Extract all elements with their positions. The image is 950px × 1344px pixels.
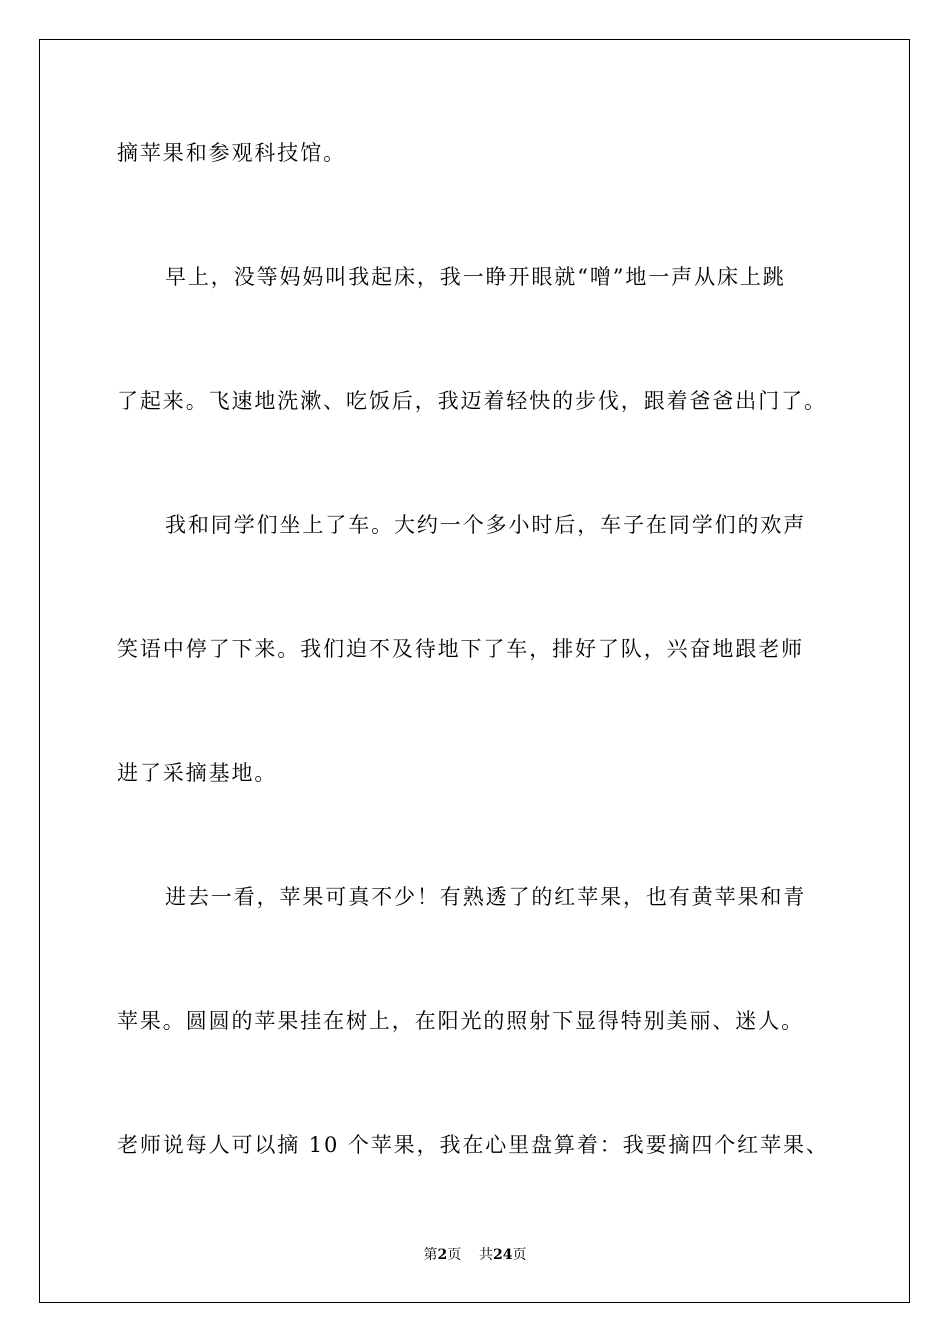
text-line-3: 了起来。飞速地洗漱、吃饭后，我迈着轻快的步伐，跟着爸爸出门了。 bbox=[117, 389, 827, 413]
text-line-2: 早上，没等妈妈叫我起床，我一睁开眼就“噌”地一声从床上跳 bbox=[165, 265, 786, 289]
footer-page-prefix: 第 bbox=[423, 1247, 438, 1263]
footer-total-suffix: 页 bbox=[512, 1247, 527, 1263]
footer-page-current: 2 bbox=[437, 1247, 448, 1263]
page-border bbox=[39, 39, 910, 1303]
text-line-4: 我和同学们坐上了车。大约一个多小时后，车子在同学们的欢声 bbox=[165, 513, 807, 537]
text-line-1: 摘苹果和参观科技馆。 bbox=[117, 141, 346, 165]
page-footer bbox=[0, 1246, 950, 1264]
text-line-6: 进了采摘基地。 bbox=[117, 761, 278, 785]
text-line-7: 进去一看，苹果可真不少！有熟透了的红苹果，也有黄苹果和青 bbox=[165, 885, 807, 909]
text-line-8: 苹果。圆圆的苹果挂在树上，在阳光的照射下显得特别美丽、迷人。 bbox=[117, 1009, 804, 1033]
footer-page-total: 24 bbox=[493, 1247, 513, 1263]
text-line-9: 老师说每人可以摘 10 个苹果，我在心里盘算着：我要摘四个红苹果、 bbox=[117, 1133, 829, 1157]
footer-page-suffix: 页 bbox=[447, 1247, 462, 1263]
text-line-5: 笑语中停了下来。我们迫不及待地下了车，排好了队，兴奋地跟老师 bbox=[117, 637, 804, 661]
footer-total-prefix: 共 bbox=[479, 1247, 494, 1263]
